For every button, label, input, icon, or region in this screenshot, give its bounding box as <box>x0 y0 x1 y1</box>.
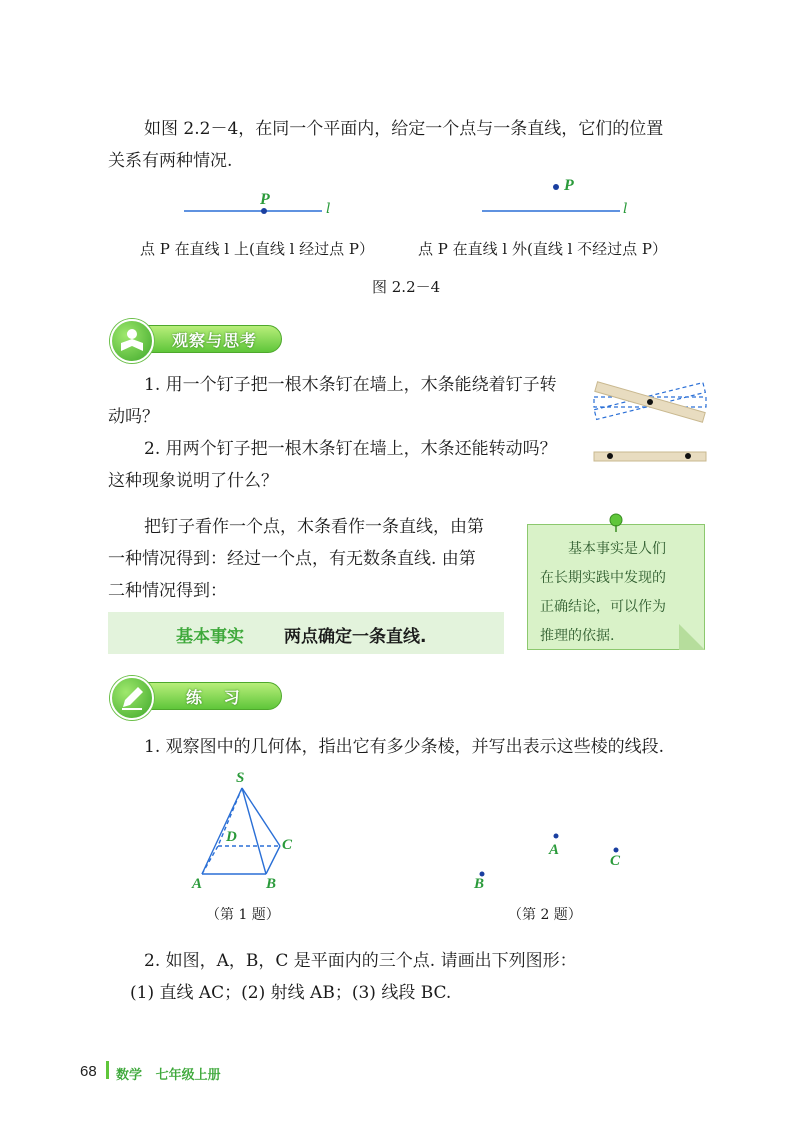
basic-fact-box <box>108 612 504 654</box>
book-title: 数学 七年级上册 <box>116 1068 221 1083</box>
label-b-points: B <box>474 876 485 892</box>
figure-point-line <box>170 175 650 225</box>
point-p-off-line <box>553 184 559 190</box>
observe-q1-line-2: 动吗？ <box>108 407 159 427</box>
point-c <box>614 848 619 853</box>
nail-dot <box>647 399 653 405</box>
page-number: 68 <box>80 1063 97 1080</box>
explain-line-2: 一种情况得到：经过一个点，有无数条直线. 由第 <box>108 549 476 569</box>
pin-icon <box>608 513 624 533</box>
fact-text: 两点确定一条直线. <box>284 627 427 647</box>
caption-q2: （第 2 题） <box>508 907 582 923</box>
label-l-left: l <box>326 201 331 217</box>
exercise-q2-line-1: 2. 如图，A，B，C 是平面内的三个点. 请画出下列图形： <box>144 951 577 971</box>
fact-label: 基本事实 <box>176 627 244 647</box>
caption-right: 点 P 在直线 l 外(直线 l 不经过点 P） <box>418 240 668 258</box>
label-s: S <box>236 770 245 786</box>
explain-line-3: 二种情况得到： <box>108 581 227 601</box>
label-c-points: C <box>610 853 621 869</box>
pencil-icon <box>110 676 154 720</box>
exercise-q2-line-2: (1) 直线 AC；(2) 射线 AB；(3) 线段 BC. <box>130 983 452 1003</box>
exercise-q1: 1. 观察图中的几何体，指出它有多少条棱，并写出表示这些棱的线段. <box>144 737 665 757</box>
caption-q1: （第 1 题） <box>206 907 280 923</box>
exercise-banner <box>110 680 290 710</box>
observe-q1-line-1: 1. 用一个钉子把一根木条钉在墙上，木条能绕着钉子转 <box>144 375 557 395</box>
reading-person-icon <box>110 319 154 363</box>
note-line-1: 基本事实是人们 <box>568 541 666 557</box>
label-a-pyramid: A <box>192 876 203 892</box>
label-p-left: P <box>260 191 270 208</box>
sticky-note <box>527 524 705 650</box>
observe-banner-label: 观察与思考 <box>172 331 258 350</box>
intro-line-1: 如图 2.2－4，在同一个平面内，给定一个点与一条直线，它们的位置 <box>144 119 664 139</box>
rotating-strip-illustration <box>590 368 710 468</box>
label-c-pyramid: C <box>282 837 293 853</box>
label-a-points: A <box>549 842 560 858</box>
intro-line-2: 关系有两种情况. <box>108 151 233 171</box>
label-l-right: l <box>623 201 628 217</box>
note-line-3: 正确结论，可以作为 <box>540 599 666 615</box>
explain-line-1: 把钉子看作一个点，木条看作一条直线，由第 <box>144 517 484 537</box>
label-p-right: P <box>564 177 574 194</box>
figure-caption: 图 2.2－4 <box>372 278 441 296</box>
label-b-pyramid: B <box>266 876 277 892</box>
observe-q2-line-2: 这种现象说明了什么？ <box>108 471 278 491</box>
label-d: D <box>226 829 237 845</box>
footer-divider <box>106 1061 109 1079</box>
point-a <box>554 834 559 839</box>
exercise-banner-label: 练 习 <box>186 688 248 707</box>
observe-q2-line-1: 2. 用两个钉子把一根木条钉在墙上，木条还能转动吗？ <box>144 439 557 459</box>
note-line-4: 推理的依据. <box>540 628 615 644</box>
note-fold <box>679 624 705 650</box>
pyramid-figure <box>190 770 310 890</box>
caption-left: 点 P 在直线 l 上(直线 l 经过点 P） <box>140 240 375 258</box>
note-line-2: 在长期实践中发现的 <box>540 570 666 586</box>
observe-banner <box>110 323 290 353</box>
